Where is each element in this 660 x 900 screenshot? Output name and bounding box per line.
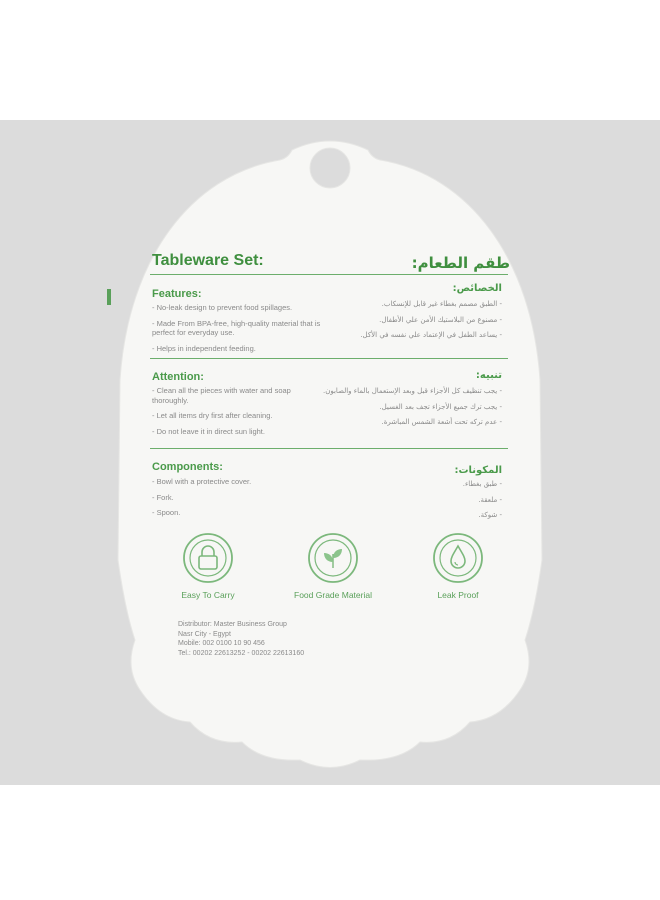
features-list-ar bbox=[360, 300, 502, 347]
features-heading-en: Features: bbox=[152, 288, 202, 300]
features-item-ar: - الطبق مصمم بغطاء غير قابل للإنسكاب. bbox=[381, 300, 502, 308]
attention-item-en: - Let all items dry first after cleaning. bbox=[152, 411, 273, 420]
badge-easy-to-carry bbox=[148, 532, 268, 600]
components-item-en: - Spoon. bbox=[152, 508, 181, 517]
components-item-ar: - ملعقة. bbox=[478, 495, 502, 504]
distributor-line: Nasr City - Egypt bbox=[178, 630, 231, 638]
badge-label: Easy To Carry bbox=[181, 590, 235, 600]
lock-icon bbox=[182, 532, 234, 584]
badge-leak-proof bbox=[398, 532, 518, 600]
components-item-en: - Fork. bbox=[152, 492, 174, 502]
edge-mark bbox=[107, 289, 111, 305]
attention-heading-ar: تنبيه: bbox=[475, 370, 502, 381]
components-item-en: - Bowl with a protective cover. bbox=[152, 477, 252, 486]
title-en: Tableware Set: bbox=[152, 252, 264, 269]
attention-item-en: - Clean all the pieces with water and soap thoroughly. bbox=[152, 386, 291, 405]
attention-item-en: - Do not leave it in direct sun light. bbox=[152, 426, 265, 436]
attention-item-ar: - يجب تنظيف كل الأجزاء قبل وبعد الإستعمال بالماء والصابون. bbox=[322, 387, 502, 395]
drop-icon bbox=[432, 532, 484, 584]
distributor-line: Distributor: Master Business Group bbox=[178, 621, 287, 628]
features-item-en: - No-leak design to prevent food spillages. bbox=[152, 303, 293, 312]
components-heading-en: Components: bbox=[152, 461, 223, 473]
distributor-line: Tel.: 00202 22613252 - 00202 22613160 bbox=[178, 649, 305, 657]
distributor-line: Mobile: 002 0100 10 90 456 bbox=[178, 640, 265, 648]
distributor-info bbox=[178, 620, 304, 658]
attention-list-ar bbox=[323, 387, 502, 434]
badge-label: Food Grade Material bbox=[294, 590, 372, 600]
badge-label: Leak Proof bbox=[437, 590, 479, 600]
components-item-ar: - شوكة. bbox=[478, 511, 502, 519]
components-item-ar: - طبق بغطاء. bbox=[462, 480, 502, 488]
features-item-ar: - مصنوع من البلاستيك الأمن علي الأطفال. bbox=[379, 315, 502, 324]
components-heading-ar: المكونات: bbox=[454, 465, 502, 476]
features-heading-ar: الخصائص: bbox=[452, 283, 502, 294]
attention-heading-en: Attention: bbox=[152, 371, 204, 383]
attention-list-en bbox=[152, 386, 322, 442]
features-list-en bbox=[152, 303, 322, 359]
leaf-icon bbox=[307, 532, 359, 584]
section-divider bbox=[150, 358, 508, 359]
components-list-ar bbox=[463, 480, 502, 527]
badge-food-grade bbox=[273, 532, 393, 600]
attention-item-ar: - يجب ترك جميع الأجزاء تجف بعد الغسيل. bbox=[379, 402, 502, 411]
features-item-en: - Made From BPA-free, high-quality material that is perfect for everyday use. bbox=[152, 318, 321, 337]
attention-item-ar: - عدم تركه تحت أشعة الشمس المباشرة. bbox=[381, 418, 502, 426]
section-divider bbox=[150, 448, 508, 449]
components-list-en bbox=[152, 477, 322, 524]
title-ar: طقم الطعام: bbox=[411, 254, 510, 272]
features-item-ar: - يساعد الطفل في الإعتماد علي نفسه في الأكل. bbox=[360, 331, 502, 339]
title-divider bbox=[150, 274, 508, 275]
features-item-en: - Helps in independent feeding. bbox=[152, 343, 256, 353]
